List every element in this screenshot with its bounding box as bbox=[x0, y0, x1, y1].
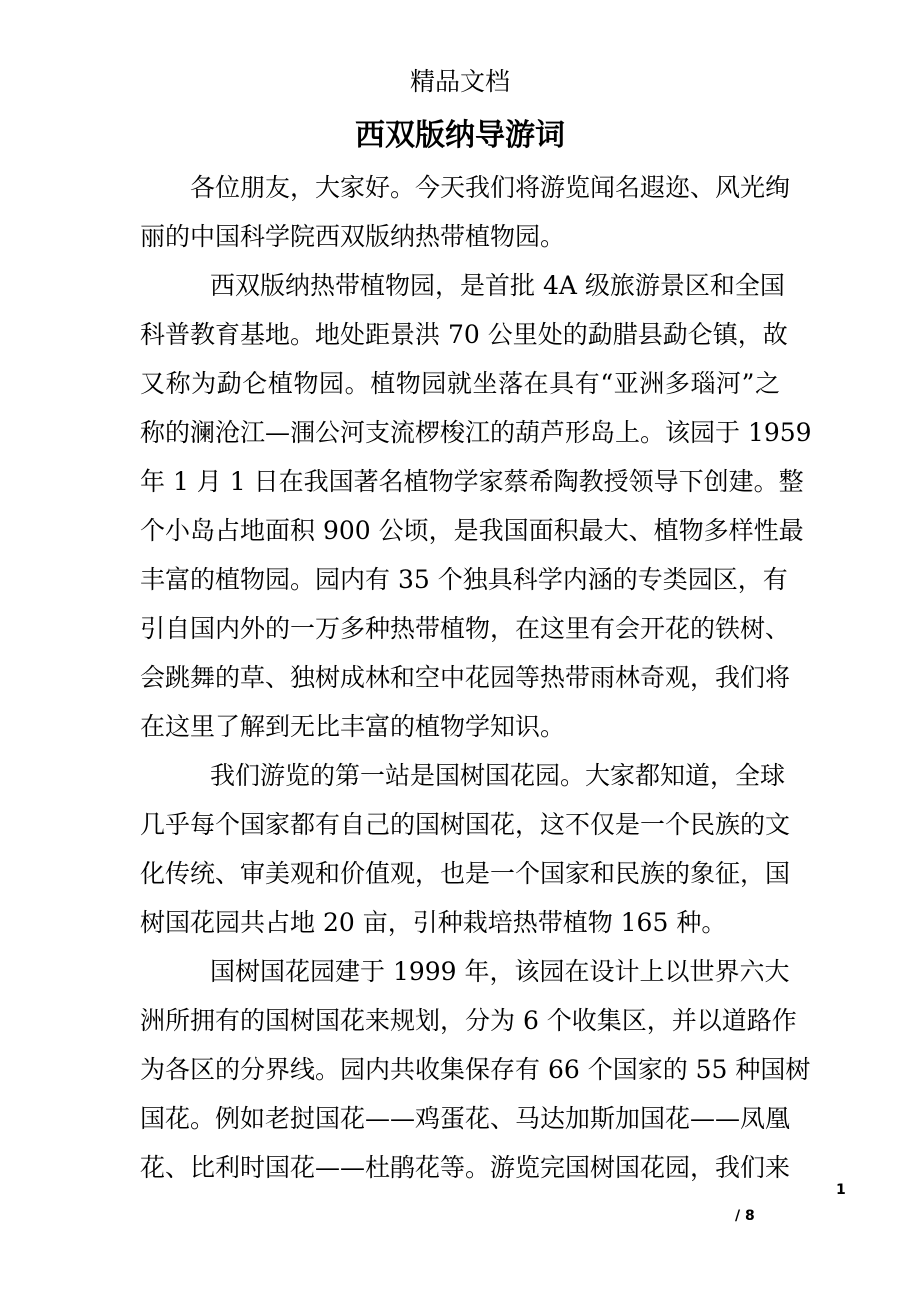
paragraph-line: 我们游览的第一站是国树国花园。大家都知道，全球 bbox=[210, 761, 786, 790]
paragraph-line: 丽的中国科学院西双版纳热带植物园。 bbox=[140, 222, 566, 251]
document-body bbox=[140, 163, 812, 1192]
paragraph-line: 在这里了解到无比丰富的植物学知识。 bbox=[140, 712, 566, 741]
paragraph-line: 西双版纳热带植物园，是首批 4A 级旅游景区和全国 bbox=[210, 271, 785, 300]
paragraph-line: 个小岛占地面积 900 公顷，是我国面积最大、植物多样性最 bbox=[140, 516, 804, 545]
page-number: 1 bbox=[836, 1182, 846, 1198]
paragraph-line: 国花。例如老挝国花——鸡蛋花、马达加斯加国花——凤凰 bbox=[140, 1104, 791, 1133]
paragraph-line: 几乎每个国家都有自己的国树国花，这不仅是一个民族的文 bbox=[140, 810, 791, 839]
document-header: 精品文档 bbox=[409, 67, 510, 96]
paragraph-line: 化传统、审美观和价值观，也是一个国家和民族的象征，国 bbox=[140, 859, 791, 888]
paragraph-line: 洲所拥有的国树国花来规划，分为 6 个收集区，并以道路作 bbox=[140, 1006, 797, 1035]
paragraph-line: 会跳舞的草、独树成林和空中花园等热带雨林奇观，我们将 bbox=[140, 663, 791, 692]
paragraph-line: 各位朋友，大家好。今天我们将游览闻名遐迩、风光绚 bbox=[190, 173, 791, 202]
paragraph-line: 国树国花园建于 1999 年，该园在设计上以世界六大 bbox=[210, 957, 790, 986]
paragraph-line: 科普教育基地。地处距景洪 70 公里处的勐腊县勐仑镇，故 bbox=[140, 320, 788, 349]
paragraph-line: 引自国内外的一万多种热带植物，在这里有会开花的铁树、 bbox=[140, 614, 791, 643]
paragraph-line: 花、比利时国花——杜鹃花等。游览完国树国花园，我们来 bbox=[140, 1153, 791, 1182]
paragraph-line: 年 1 月 1 日在我国著名植物学家蔡希陶教授领导下创建。整 bbox=[140, 467, 804, 496]
paragraph-line: 树国花园共占地 20 亩，引种栽培热带植物 165 种。 bbox=[140, 908, 727, 937]
paragraph-line: 丰富的植物园。园内有 35 个独具科学内涵的专类园区，有 bbox=[140, 565, 788, 594]
document-title: 西双版纳导游词 bbox=[355, 118, 565, 153]
page-total: / 8 bbox=[735, 1208, 755, 1224]
paragraph-line: 又称为勐仑植物园。植物园就坐落在具有“亚洲多瑙河”之 bbox=[140, 369, 780, 398]
paragraph-line: 称的澜沧江—涠公河支流椤梭江的葫芦形岛上。该园于 1959 bbox=[140, 418, 812, 447]
paragraph-line: 为各区的分界线。园内共收集保存有 66 个国家的 55 种国树 bbox=[140, 1055, 811, 1084]
